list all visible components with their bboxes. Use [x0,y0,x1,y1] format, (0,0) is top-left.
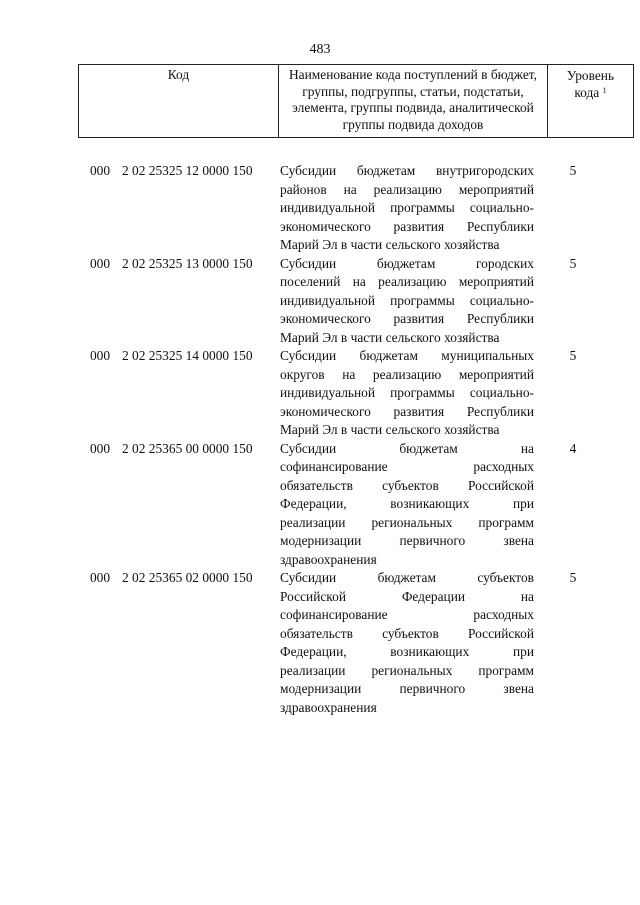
description-line: Субсидии бюджетам муниципальных [280,348,534,363]
income-code-list [78,162,612,717]
description-line: Марий Эл в части сельского хозяйства [280,329,500,345]
table-row [78,255,612,348]
description-line: округов на реализацию мероприятий [280,366,534,382]
description-line: районов на реализацию мероприятий [280,181,534,197]
admin-code: 000 [89,163,111,178]
description-line: поселений на реализацию мероприятий [280,274,534,289]
description-line: индивидуальной программы социально- [280,200,534,215]
income-description [280,440,534,570]
page-number: 483 [309,42,331,57]
description-line: Субсидии бюджетам городских [280,255,534,271]
income-code: 2 02 25365 02 0000 150 [122,570,253,585]
income-code: 2 02 25325 12 0000 150 [122,163,253,178]
income-description [280,162,534,255]
description-line: индивидуальной программы социально- [280,292,534,308]
code-level: 5 [569,163,577,178]
code-level: 5 [569,255,577,271]
admin-code: 000 [89,440,111,456]
table-row [78,440,612,570]
description-line: экономического развития Республики [280,218,534,234]
description-line: экономического развития Республики [280,311,534,326]
description-line: Субсидии бюджетам субъектов [280,570,534,585]
table-row [78,162,612,255]
description-line: здравоохранения [280,699,377,715]
description-line: Марий Эл в части сельского хозяйства [280,422,500,437]
code-level: 5 [569,348,577,363]
admin-code: 000 [89,570,111,585]
header-code: Код [79,65,279,138]
description-line: реализации региональных программ [280,662,534,678]
footnote-marker: 1 [602,85,607,95]
description-line: экономического развития Республики [280,403,534,419]
income-code: 2 02 25325 13 0000 150 [122,255,253,271]
description-line: Субсидии бюджетам на [280,440,534,456]
income-code: 2 02 25325 14 0000 150 [122,348,253,363]
income-description [280,569,534,717]
header-name: Наименование кода поступлений в бюджет, группы, подгруппы, статьи, подстатьи, элемента, группы подвида, аналитической группы подвида доходов [279,65,548,138]
admin-code: 000 [89,255,111,271]
income-code: 2 02 25365 00 0000 150 [122,440,253,456]
header-level-label: Уровень кода [566,68,615,100]
description-line: софинансирование расходных [280,459,534,474]
income-description [280,347,534,440]
description-line: индивидуальной программы социально- [280,385,534,400]
description-line: Российской Федерации на [280,588,534,604]
description-line: Федерации, возникающих при [280,496,534,511]
header-level [548,65,634,138]
code-level: 4 [569,440,577,456]
description-line: модернизации первичного звена [280,533,534,548]
description-line: софинансирование расходных [280,607,534,622]
table-row [78,569,612,717]
table-row [78,347,612,440]
code-level: 5 [569,570,577,585]
income-description [280,255,534,348]
admin-code: 000 [89,348,111,363]
table-header [78,64,634,138]
description-line: здравоохранения [280,551,377,567]
description-line: обязательств субъектов Российской [280,625,534,641]
description-line: реализации региональных программ [280,514,534,530]
description-line: Федерации, возникающих при [280,644,534,659]
description-line: Субсидии бюджетам внутригородских [280,163,534,178]
description-line: Марий Эл в части сельского хозяйства [280,237,500,252]
description-line: обязательств субъектов Российской [280,477,534,493]
description-line: модернизации первичного звена [280,681,534,696]
